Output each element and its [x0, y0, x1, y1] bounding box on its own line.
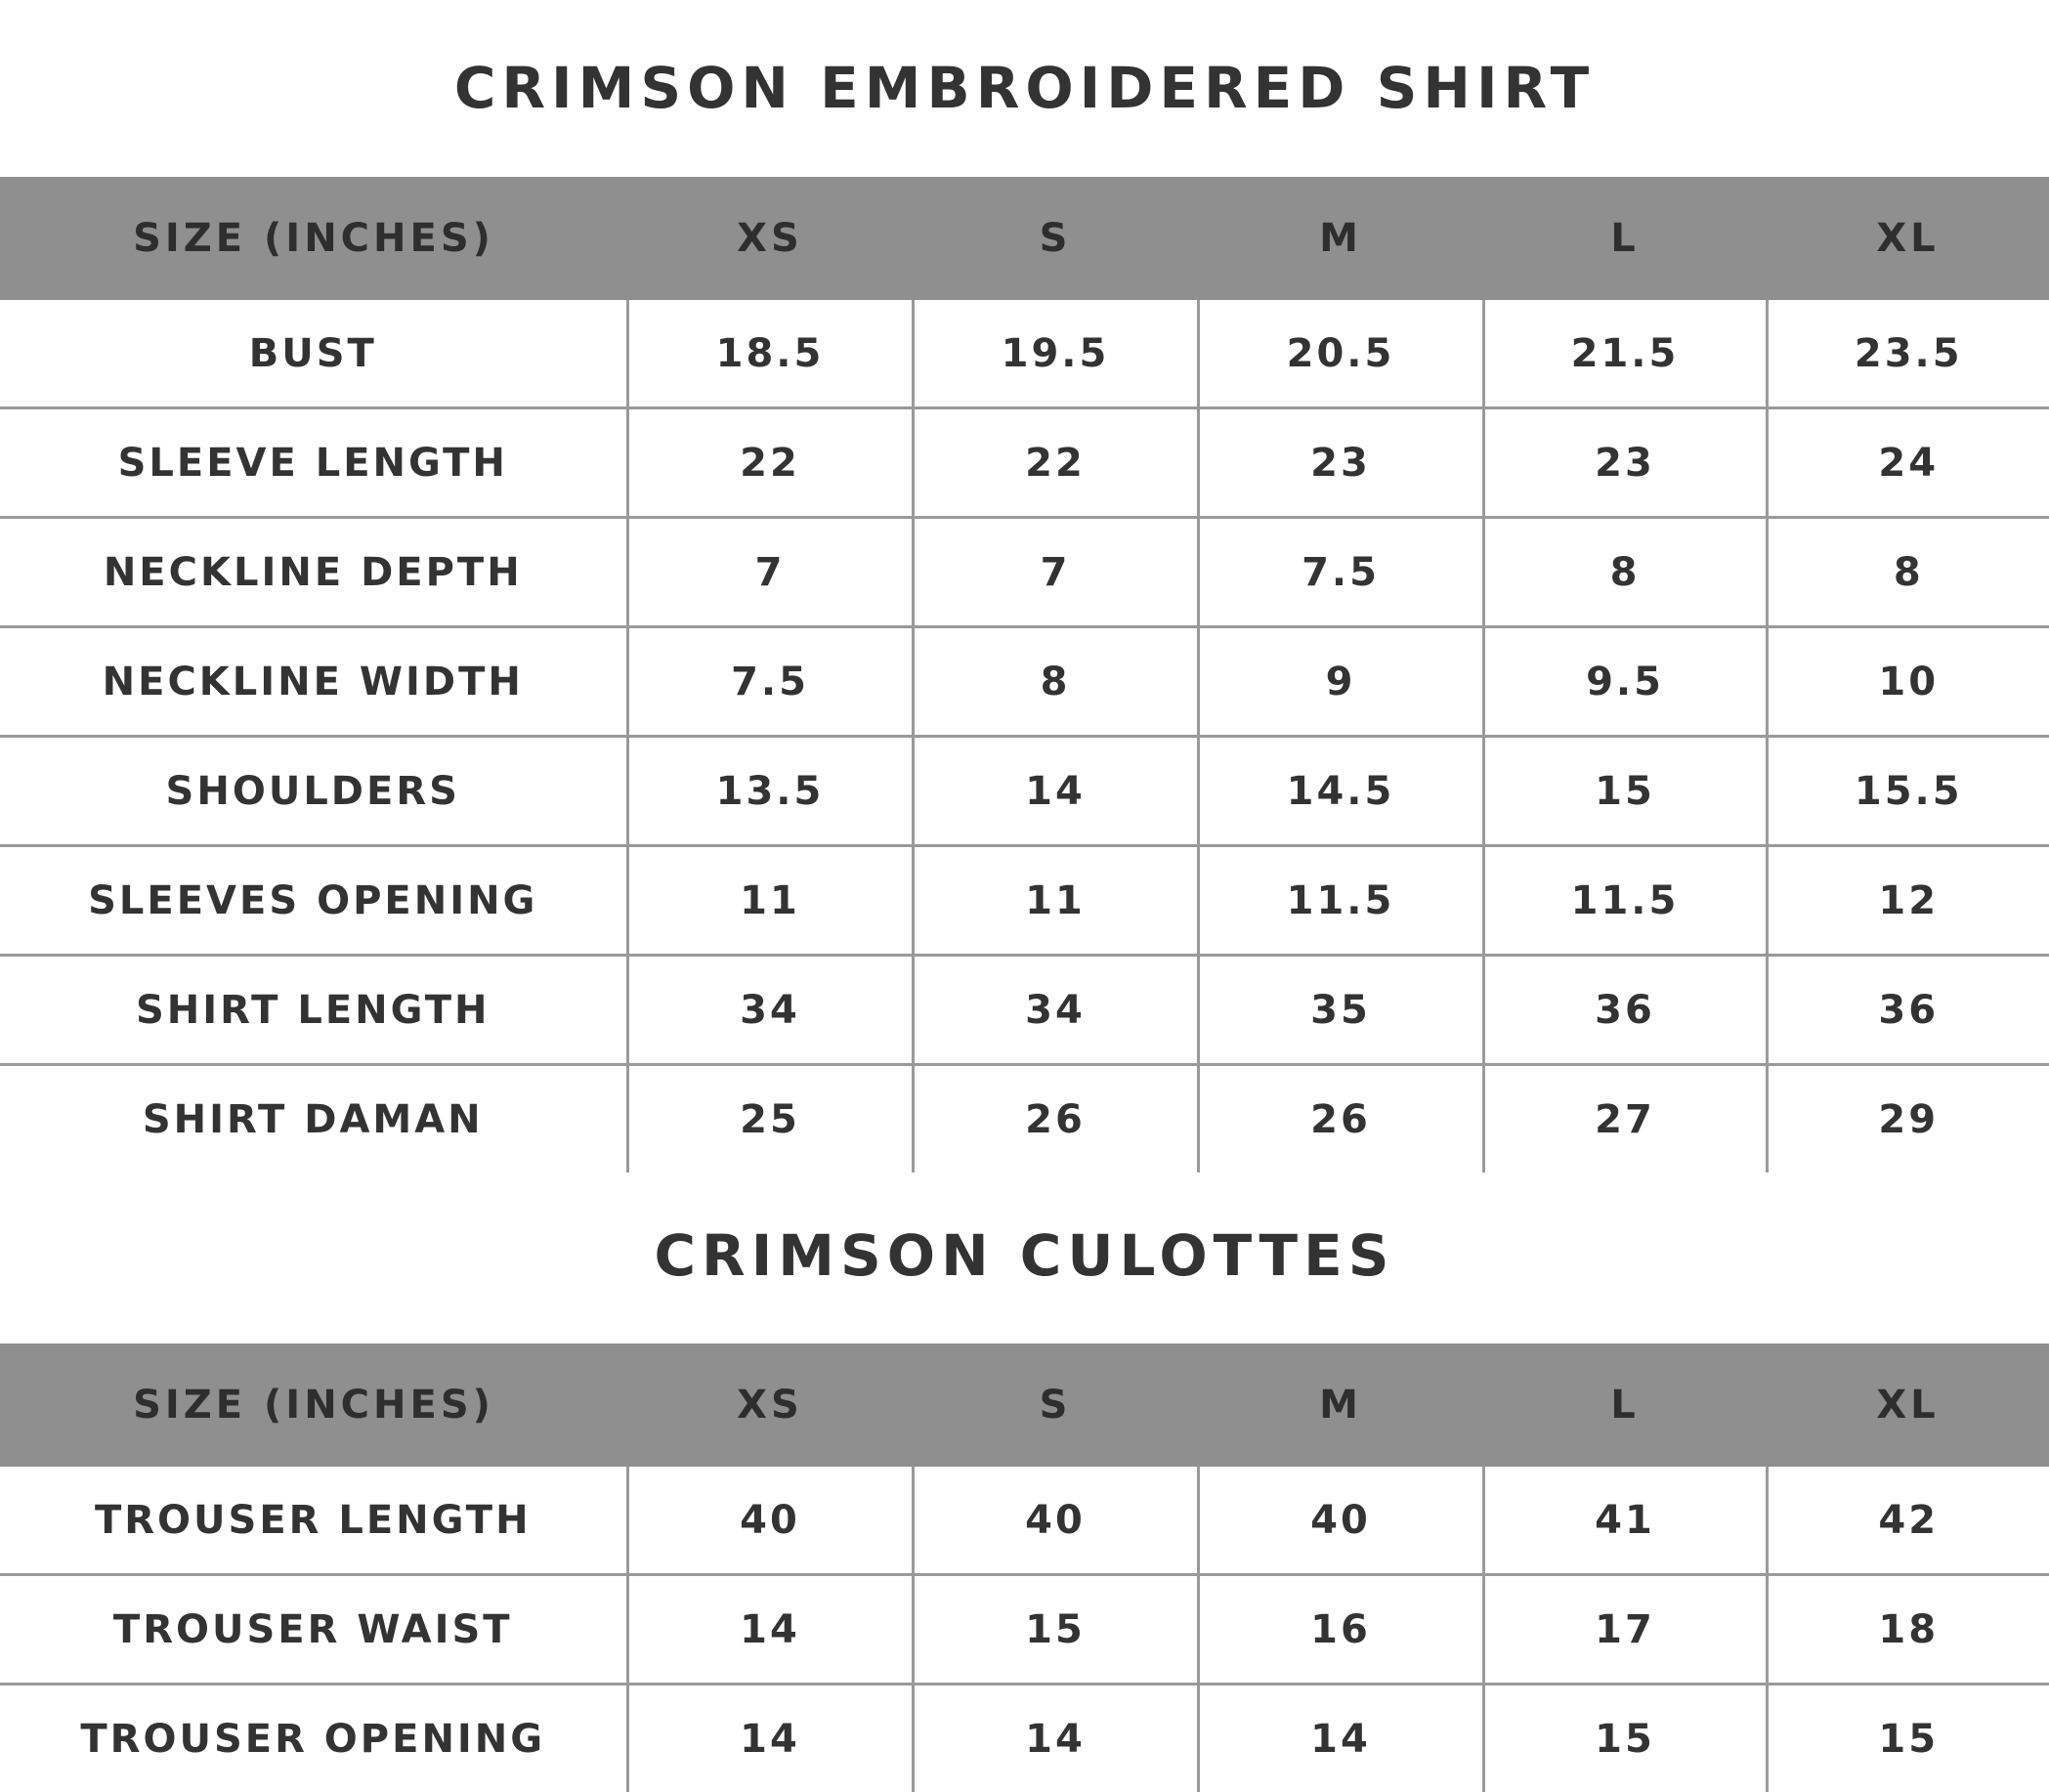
- cell-value-s: 22: [913, 408, 1198, 518]
- cell-measurement-label: BUST: [0, 300, 627, 408]
- cell-value-s: 14: [913, 737, 1198, 846]
- cell-value-m: 9: [1198, 627, 1483, 737]
- header-cell-xl: XL: [1767, 1344, 2049, 1467]
- cell-value-s: 11: [913, 846, 1198, 956]
- header-cell-l: L: [1483, 177, 1767, 300]
- cell-value-xl: 15.5: [1767, 737, 2049, 846]
- cell-value-xs: 22: [627, 408, 913, 518]
- cell-value-m: 16: [1198, 1575, 1483, 1685]
- header-cell-xl: XL: [1767, 177, 2049, 300]
- cell-value-l: 17: [1483, 1575, 1767, 1685]
- cell-value-s: 26: [913, 1065, 1198, 1173]
- header-cell-s: S: [913, 1344, 1198, 1467]
- cell-value-xs: 7: [627, 518, 913, 627]
- cell-value-xl: 15: [1767, 1685, 2049, 1792]
- table-row: [0, 737, 2049, 846]
- cell-value-l: 15: [1483, 1685, 1767, 1792]
- cell-measurement-label: SHOULDERS: [0, 737, 627, 846]
- table-header-row: [0, 1344, 2049, 1467]
- table-header-row: [0, 177, 2049, 300]
- cell-value-xl: 12: [1767, 846, 2049, 956]
- table-row: [0, 1467, 2049, 1575]
- culottes-size-table: [0, 1344, 2049, 1792]
- cell-value-s: 34: [913, 956, 1198, 1065]
- cell-value-xs: 13.5: [627, 737, 913, 846]
- cell-measurement-label: SHIRT LENGTH: [0, 956, 627, 1065]
- cell-value-xs: 14: [627, 1685, 913, 1792]
- cell-value-s: 19.5: [913, 300, 1198, 408]
- cell-value-l: 15: [1483, 737, 1767, 846]
- header-cell-s: S: [913, 177, 1198, 300]
- header-cell-l: L: [1483, 1344, 1767, 1467]
- header-cell-xs: XS: [627, 177, 913, 300]
- table-row: [0, 627, 2049, 737]
- cell-value-s: 7: [913, 518, 1198, 627]
- cell-value-l: 11.5: [1483, 846, 1767, 956]
- table-row: [0, 408, 2049, 518]
- header-cell-m: M: [1198, 177, 1483, 300]
- cell-value-xs: 18.5: [627, 300, 913, 408]
- cell-value-m: 14.5: [1198, 737, 1483, 846]
- shirt-size-table: [0, 177, 2049, 1173]
- table-row: [0, 1065, 2049, 1173]
- cell-value-xs: 25: [627, 1065, 913, 1173]
- table-row: [0, 1575, 2049, 1685]
- cell-value-l: 8: [1483, 518, 1767, 627]
- header-cell-size-label: SIZE (INCHES): [0, 1344, 627, 1467]
- cell-value-xl: 10: [1767, 627, 2049, 737]
- cell-measurement-label: SLEEVE LENGTH: [0, 408, 627, 518]
- cell-value-m: 11.5: [1198, 846, 1483, 956]
- cell-value-xl: 23.5: [1767, 300, 2049, 408]
- header-cell-size-label: SIZE (INCHES): [0, 177, 627, 300]
- culottes-section-title: CRIMSON CULOTTES: [0, 1221, 2049, 1290]
- cell-measurement-label: TROUSER LENGTH: [0, 1467, 627, 1575]
- cell-value-m: 7.5: [1198, 518, 1483, 627]
- cell-value-xs: 34: [627, 956, 913, 1065]
- cell-value-m: 35: [1198, 956, 1483, 1065]
- cell-value-xs: 7.5: [627, 627, 913, 737]
- header-cell-m: M: [1198, 1344, 1483, 1467]
- cell-value-l: 21.5: [1483, 300, 1767, 408]
- cell-value-m: 40: [1198, 1467, 1483, 1575]
- cell-value-xl: 18: [1767, 1575, 2049, 1685]
- cell-value-xl: 8: [1767, 518, 2049, 627]
- cell-measurement-label: NECKLINE WIDTH: [0, 627, 627, 737]
- table-row: [0, 956, 2049, 1065]
- header-cell-xs: XS: [627, 1344, 913, 1467]
- cell-value-xl: 29: [1767, 1065, 2049, 1173]
- cell-value-l: 36: [1483, 956, 1767, 1065]
- cell-value-xs: 14: [627, 1575, 913, 1685]
- table-row: [0, 518, 2049, 627]
- cell-value-l: 23: [1483, 408, 1767, 518]
- shirt-table-body: [0, 300, 2049, 1173]
- cell-value-xl: 42: [1767, 1467, 2049, 1575]
- cell-value-l: 27: [1483, 1065, 1767, 1173]
- cell-value-xl: 24: [1767, 408, 2049, 518]
- table-row: [0, 846, 2049, 956]
- culottes-table-body: [0, 1467, 2049, 1792]
- cell-value-s: 8: [913, 627, 1198, 737]
- cell-measurement-label: SHIRT DAMAN: [0, 1065, 627, 1173]
- table-row: [0, 1685, 2049, 1792]
- table-row: [0, 300, 2049, 408]
- cell-measurement-label: TROUSER WAIST: [0, 1575, 627, 1685]
- shirt-section-title: CRIMSON EMBROIDERED SHIRT: [0, 54, 2049, 122]
- cell-value-s: 15: [913, 1575, 1198, 1685]
- cell-value-xl: 36: [1767, 956, 2049, 1065]
- cell-measurement-label: NECKLINE DEPTH: [0, 518, 627, 627]
- cell-value-xs: 11: [627, 846, 913, 956]
- cell-value-xs: 40: [627, 1467, 913, 1575]
- cell-value-m: 20.5: [1198, 300, 1483, 408]
- cell-value-m: 14: [1198, 1685, 1483, 1792]
- cell-value-l: 41: [1483, 1467, 1767, 1575]
- cell-value-s: 14: [913, 1685, 1198, 1792]
- cell-measurement-label: SLEEVES OPENING: [0, 846, 627, 956]
- cell-value-l: 9.5: [1483, 627, 1767, 737]
- cell-value-m: 23: [1198, 408, 1483, 518]
- cell-measurement-label: TROUSER OPENING: [0, 1685, 627, 1792]
- cell-value-s: 40: [913, 1467, 1198, 1575]
- cell-value-m: 26: [1198, 1065, 1483, 1173]
